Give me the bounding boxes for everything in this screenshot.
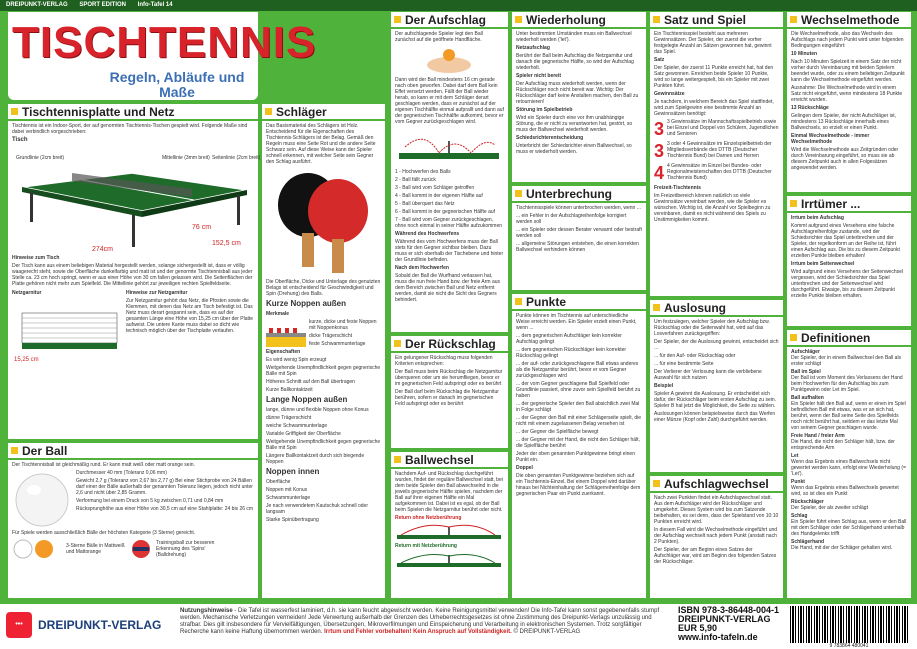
lange-label: dünne Trägerschicht [266,415,312,421]
immer-text: Wird die Wechselmethode aus Zeitgründen oder durch Vereinbarung eingeführt, so muss sie ab diesem Zeitpunkt auch in allen Folgesätzen angewendet werden. [791,147,899,171]
hinweis-netz-title: Hinweise zur Netzgarnitur [126,290,188,296]
edition-label: SPORT EDITION [79,2,127,8]
section-punkte [512,294,646,598]
section-auslosung [650,300,783,472]
def-term: Schlägerhand [791,539,825,545]
def-term: Punkt [791,479,805,485]
training-ball-icon [130,538,152,560]
nach-title: Nach dem Hochwerfen [395,265,449,271]
net-table-edge [22,343,117,349]
min-title: 10 Minuten [791,51,818,57]
immer-title: Einmal Wechselmethode - immer Wechselmethode [791,133,870,145]
bullet-square-icon [11,108,18,115]
aufschlag-text: Dann wird der Ball mindestens 16 cm gerade nach oben geworfen. Dabei darf dem Ball kein Effet versetzt werden. Fällt der Ball wieder herab, so kann er mit dem Schläger derart geschlagen werden, dass er zunächst auf der eigenen Tischhälfte einmal aufprallt und dann auf der gegnerischen Tischhälfte aufkommt, bevor er vom Gegner zurückgeschlagen wird. [395,77,504,125]
ball-spec-3: Verformung bei einem Druck von 5 kg zwischen 0,71 und 0,84 mm [76,498,224,504]
copyright: © DREIPUNKT-VERLAG [513,629,581,635]
def-text: Die Hand, mit der der Schläger gehalten wird. [791,545,893,551]
isbn-block [678,606,779,642]
hoch-title: Während des Hochwerfens [395,231,460,237]
return-ohne-label: Return ohne Netzberührung [395,515,462,521]
def-text: Der Spieler, der in einem Ballwechsel den Ball als erster schlägt [791,355,902,367]
three-star-balls-icon [12,538,62,560]
table-leg [237,195,240,225]
innen-title: Noppen innen [266,467,320,476]
hand-with-ball-icon [395,45,503,75]
kurze-eig-title: Eigenschaften [266,349,301,355]
lange-eig: Variable Griffigkeit der Oberfläche [266,431,341,437]
punkte-item: ... dem gegnerischen Aufschläger kein korrekter Aufschlag gelingt [516,333,622,345]
kurze-label: kurze, dicke und feste Noppen mit Noppenkonus [309,319,377,331]
section-head [512,294,646,311]
bullet-square-icon [790,16,797,23]
def-text: Wenn das Ergebnis eines Ballwechsels nicht gewertet werden kann, erfolgt eine Wiederholung (= 'Let'). [791,459,906,477]
page-subtitle: Regeln, Abläufe und Maße [109,69,245,100]
table-svg [12,145,261,255]
stoer-title: Störung im Spielbetrieb [516,107,573,113]
section-body [8,460,258,562]
section-title: Definitionen [801,330,871,345]
section-head [8,104,258,121]
section-head [650,476,783,493]
section-wechselmethode [787,12,911,192]
ball-spec-2: Gewicht 2,7 g (Toleranz von 2,67 bis 2,77 g) Bei einer Stichprobe von 24 Bällen darf einer der Bälle außerhalb der genannten Toleranz liegen, jedoch nicht unter 2,6 und nicht über 2,85 Gramm. [76,478,253,496]
section-body [512,29,646,159]
nach-text: Sobald der Ball die Wurfhand verlassen hat, muss die nun freie Hand bzw. der freie Arm aus dem Bereich zwischen Ball und Netz entfernt werden, damit sie nicht die Sicht des Gegners behindert. [395,273,501,303]
page-title: TISCHTENNIS [12,18,317,67]
note-text: - Die Tafel ist wasserfest laminiert, d.h. sie kann feucht abgewischt werden. Keine Reinigungsmittel verwenden! Die Info-Tafel kann sonst gegebenenfalls stumpf werden. Mechanische Verletzungen vermeiden! Jede Verwertung außerhalb der Grenzen des Urheberrechtsgesetzes ist ohne Zustimmung des Dreipunkt-Verlags unzulässig und strafbar. Dies gilt insbesondere für Vervielfältigungen, Übersetzungen, Mikroverfilmungen und Einspeicherung und Verarbeitung in elektronischen Systemen. Trotz sorgfältiger Recherche kann keine Haftung übernommen werden. [180,608,660,635]
width-dimension: 152,5 cm [212,240,241,247]
section-aufschlag [391,12,508,332]
barcode [790,606,908,644]
hinweis-tisch-text: Der Tisch kann aus einem beliebigen Material hergestellt werden, solange sichergestellt ist, dass er völlig waagerecht steht, sowie die Oberfläche dunkelfarbig und matt ist und der genormte Tischtennisball aus jeder Stelle ca. 23 cm hoch springt, wenn er aus einer Höhe von 30 cm fallen gelassen wird. Die Seitenflächen der Platte gehören nicht mehr zum Spielfeld. Die Mittellinie gehört zur jeweiligen rechten Spielfeldseite. [12,263,253,287]
section-title: Schläger [276,104,327,119]
auslosung-item: Der Verlierer der Verlosung kann die verbliebene Auswahl für sich nutzen [654,369,762,381]
aufschlag-intro: Der aufschlagende Spieler legt den Ball zunächst auf die geöffnete Handfläche. [395,31,483,43]
publisher-name: DREIPUNKT-VERLAG [678,614,771,624]
wiederholung-intro: Unter bestimmten Umständen muss ein Ballwechsel wiederholt werden ('let'). [516,31,632,43]
section-aufschlagwechsel [650,476,783,598]
kurze-merkmale: Merkmale [266,311,290,317]
section-head [787,12,911,29]
section-rueckschlag [391,336,508,448]
aus-text: Ausnahme: Die Wechselmethode wird in einem Satz nicht eingeführt, wenn mindestens 18 Punkte erreicht wurden. [791,85,903,103]
gew-title: Gewinnsätze [654,91,685,97]
publisher-logo [6,612,166,642]
seitenlinie-label: Seitenlinie (2cm breit) [212,155,261,161]
section-title: Der Rückschlag [405,336,496,351]
frei-text: Im Freizeitbereich können natürlich so viele Gewinnsätze vereinbart werden, wie die Spieler es wünschen. Wichtig ist, die Anzahl vor Spielbeginn zu vereinbaren, damit es nicht während des Spiels zu Unstimmigkeiten kommt. [654,193,771,223]
ball-spec-1: Durchmesser 40 mm (Toleranz 0,06 mm) [76,470,167,476]
nicht-title: Spieler nicht bereit [516,73,562,79]
def-text: Ein Spieler hält den Ball auf, wenn er einen im Spiel befindlichen Ball mit etwas, was er an sich hat, berührt, wenn der Ball seine Seite des Spielfelds noch nicht berührt hat, seitdem er das letzte Mal von seinem Gegner geschlagen wurde. [791,401,906,431]
satz-text: Der Spieler, der zuerst 11 Punkte erreicht hat, hat den Satz gewonnen. Erreichen beide Spieler 10 Punkte, wird so lange weitergespielt, bis ein Spieler mit zwei Punkten führt. [654,65,774,89]
section-title: Wechselmethode [801,12,900,27]
section-head [787,330,911,347]
unterbrechung-intro: Tischtennisspiele können unterbrochen werden, wenn ... [516,205,641,211]
hoch-text: Während des vom Hochwerfens muss der Ball stets für den Gegner sichtbar bleiben. Dazu muss er sich oberhalb der Tischebene und hinter der Grundlinie befinden. [395,239,504,263]
kurze-eig: Weitgehende Unempfindlichkeit gegen gegnerische Bälle mit Spin [266,365,381,377]
irrtum-auf-text: Kommt aufgrund eines Versehens eine falsche Aufschlagreihenfolge zustande, wird der Schiedsrichter das Spiel unterbrechen und der Spieler, der regelkonform an der Reihe ist, führt einen Aufschlag aus. Die bis zu diesem Zeitpunkt erzielten Punkte bleiben erhalten! [791,223,900,259]
belag-intro: Die Oberfläche, Dicke und Unterlage des genutzten Belags ist entscheidend für Geschwindigkeit und Spin (Drehung) des Balls. [266,279,381,297]
paddle-handle [332,239,344,273]
unterbrechung-item: ... allgemeine Störungen entstehen, die einen korrekten Ballwechsel verhindern können [516,241,639,253]
gew-row [654,163,779,183]
punkte-item: ... der Gegner die Spielfläche bewegt [516,429,599,435]
bullet-square-icon [394,456,401,463]
auslosung-outro: Auslosungen können beispielsweise durch das Werfen einer Münze (Kopf oder Zahl) durchgeführt werden. [654,411,776,423]
irrtum-seite-text: Wird aufgrund eines Versehens der Seitenwechsel vergessen, wird der Schiedsrichter das Spiel unterbrechen und der Seitenwechsel wird durchgeführt. Etwaige, bis zu diesem Zeitpunkt erzielte Punkte bleiben erhalten. [791,269,904,299]
ball-variants [12,538,254,560]
section-wiederholung [512,12,646,182]
serve-legend: 5 - Ball überquert das Netz [395,201,455,207]
frei-title: Freizeit-Tischtennis [654,185,701,191]
section-ballwechsel [391,452,508,598]
innen-eig: Starke Spinübertragung [266,517,319,523]
aufschlagwechsel-text: Nach zwei Punkten findet ein Aufschlagwechsel statt. Aus dem Aufschläger wird der Rückschläger und umgekehrt. Dieses System wird bis zum Satzende beibehalten, es sei denn, dass der Spielstand von 10:10 Punkten erreicht wird. [654,495,779,525]
gew-row-text: 4 Gewinnsätze im Einzel bei Bundes- oder Regionalmeisterschaften des DTTB (Deutscher Tischtennis Bund) [667,163,772,181]
paddle-handle [302,233,314,267]
lange-eig: Längere Ballkontaktzeit durch sich biegende Noppen [266,453,365,465]
def-term: Ball im Spiel [791,369,821,375]
grundlinie-label: Grundlinie (2cm breit) [16,155,65,161]
website-link[interactable]: www.info-tafeln.de [678,632,758,642]
def-term: Aufschläger [791,349,820,355]
net-mesh [22,318,117,338]
barcode-number: 9 783864 480041 [790,643,908,649]
section-title: Unterbrechung [526,186,613,201]
satz-title: Satz [654,57,665,63]
wechsel-intro: Die Wechselmethode, also das Wechseln des Aufschlags nach jedem Punkt wird unter folgenden Bedingungen eingeführt: [791,31,904,49]
section-title: Irrtümer ... [801,196,861,211]
serve-legend: 2 - Ball fällt zurück [395,177,436,183]
def-text: Ein Spieler führt einen Schlag aus, wenn er den Ball mit dem Schläger oder der Schlägerhand unterhalb des Handgelenks trifft [791,519,907,537]
footer [0,601,917,648]
hero [8,12,317,100]
aufschlagwechsel-text2: In diesem Fall wird die Wechselmethode eingeführt und der Aufschlag wechselt nach jedem Punkt (anstatt nach 2 Punkten). [654,527,778,545]
stoer-text: Wird ein Spieler durch eine vor ihm unabhängige Störung, die er nicht zu verantworten hat, gestört, so muss der Ballwechsel wiederholt werden. [516,115,633,133]
def-text: Die Hand, die nicht den Schläger hält, bzw. der entsprechende Arm [791,439,895,451]
section-body [512,311,646,501]
bullet-square-icon [394,340,401,347]
bullet-square-icon [515,190,522,197]
kurze-diagram [266,319,381,349]
usage-note [180,608,670,636]
section-title: Punkte [526,294,567,309]
table-leg [30,192,33,222]
length-dimension: 274cm [92,246,114,253]
bullet-square-icon [394,16,401,23]
top-bar [0,0,917,11]
kurze-labels [309,319,381,349]
innen-eig: Je nach verwendetem Kautschuk schnell oder langsam [266,503,369,515]
unterbrechung-item: ... ein Fehler in der Aufschlagreihenfolge korrigiert werden soll [516,213,627,225]
rueckschlag-item: Der Ball darf beim Rückschlag die Netzgarnitur berühren, sofern er danach im gegnerischen Feld aufspringt oder es berührt [395,389,499,407]
publisher-label: DREIPUNKT-VERLAG [6,2,68,8]
tisch-label: Tisch [12,137,28,143]
section-ball [8,443,258,598]
lange-title: Lange Noppen außen [266,395,348,404]
ball-footer: Für Spiele werden ausschließlich Bälle der höchsten Kategorie (3 Sterne) gereicht. [12,530,196,536]
ball-icon [12,470,72,530]
def-term: Ball aufhalten [791,395,824,401]
gew-number: 4 [654,163,665,183]
auslosung-item: Der Spieler, der die Auslosung gewinnt, entscheidet sich ... [654,339,779,351]
min-text: Nach 10 Minuten Spielzeit in einem Satz der nicht vorher durch Vereinbarung mit beiden Spielern beendet wurde, oder zu einem beliebigen Zeitpunkt kann die Wechselmethode eingeführt werden. [791,59,905,83]
lange-label: lange, dünne und flexible Noppen ohne Konus [266,407,369,413]
serve-legend: 6 - Ball kommt in der gegnerischen Hälfte auf [395,209,496,215]
punkte-item: ... der vom Gegner geschlagene Ball Spielfeld oder Grundlinie passiert, ohne zuvor sein Spielfeld berührt zu haben [516,381,641,399]
ball-intro: Der Tischtennisball ist gleichmäßig rund. Er kann matt weiß oder matt orange sein. [12,462,195,468]
hinweis-netz-text: Zur Netzgarnitur gehört das Netz, die Pfosten sowie die Klemmen, mit denen das Netz am Tisch befestigt ist. Das Netz muss derart gespannt sein, dass es auf der gesamten Länge eine Höhe von 15,25 cm über der Platte aufweist. Die untere Kante muss dabei so dicht wie technisch möglich über der Tischplatte verlaufen. [126,298,254,334]
rueckschlag-item: Der Ball muss beim Rückschlag die Netzgarnitur überqueren oder um sie herumfliegen, bevor er im gegnerischen Feld aufspringt oder es berührt [395,369,503,387]
section-body [391,353,508,411]
return-mit-diagram [395,551,503,569]
serve-legend: 3 - Ball wird vom Schläger getroffen [395,185,475,191]
section-unterbrechung [512,186,646,290]
auslosung-intro: Um festzulegen, welcher Spieler den Aufschlag bzw. Rückschlag oder die Seitenwahl hat, wird auf das Losverfahren zurückgegriffen: [654,319,770,337]
irrtum-seite-title: Irrtum beim Seitenwechsel [791,261,855,267]
gew-row [654,141,779,161]
section-head [650,12,783,29]
def-term: Rückschläger [791,499,824,505]
bsp-title: Beispiel [654,383,674,389]
serve-legend: 7 - Ball wird vom Gegner zurückgeschlagen, ohne noch einmal in seiner Hälfte aufzukommen [395,217,503,229]
kurze-eig: Höheres Schnitt auf den Ball übertragen [266,379,355,385]
kurze-label: dicke Trägerschicht [309,333,353,339]
kurze-label: feste Schwammunterlage [309,341,366,347]
stars-caption: 3-Sterne Bälle in Mattweiß und Mattorange [66,543,125,555]
ball-spec-4: Rücksprunghöhe aus einer Höhe von 30,5 cm auf eine Stahlplatte: 24 bis 26 cm [76,506,254,512]
netz-title: Netzaufschlag [516,45,550,51]
bullet-square-icon [790,334,797,341]
section-title: Ballwechsel [405,452,474,467]
section-head [391,12,508,29]
section-head [650,300,783,317]
section-head [391,336,508,353]
section-head [262,104,385,121]
r13-title: 13 Rückschläge [791,105,829,111]
kurze-noppen-icon [266,319,306,349]
def-text: Der Spieler, der als zweiter schlägt [791,505,868,511]
net-row [12,290,254,380]
bullet-square-icon [515,298,522,305]
serve-diagram [395,127,503,167]
gew-number: 3 [654,141,665,161]
section-head [391,452,508,469]
doppel-text: Die oben genannten Punktgewinne beziehen sich auf ein Tischtennis-Einzel. Bei einem Doppel wird darüber hinaus bei Nichteinhaltung der Schlägerreihenfolge dem gegnerischen Paar ein Punkt zuerkannt. [516,473,641,497]
training-caption: Trainingsball zur besseren Erkennung des 'Spins' (Balldrehung) [156,540,215,558]
section-body [262,121,385,527]
def-text: Wenn das Ergebnis eines Ballwechsels gewertet wird, so ist dies ein Punkt [791,485,899,497]
punkte-item: ... dem gegnerischen Rückschläger kein korrekter Rückschlag gelingt [516,347,627,359]
punkte-item: ... der Gegner mit der Hand, die nicht den Schläger hält, die Spielfläche berührt [516,437,640,449]
sheet-label: Info-Tafel 14 [137,2,173,8]
net-notes [126,290,254,380]
punkte-item: ... der auf- oder zurückgeschlagene Ball etwas anderes als die Netzgarnitur berührt, bevor er vom Gegner zurückgeschlagen wird [516,361,639,379]
innen-label: Oberfläche [266,479,291,485]
return-ohne-diagram [395,523,503,541]
unterbrechung-item: ... ein Spieler oder dessen Berater verwarnt oder bestraft werden soll [516,227,642,239]
punkte-intro: Punkte können im Tischtennis auf unterschiedliche Weise erreicht werden. Ein Spieler erzielt einen Punkt, wenn ... [516,313,637,331]
auslosung-item: ... für den Auf- oder Rückschlag oder [654,353,736,359]
table-leg [132,215,135,247]
section-title: Der Aufschlag [405,12,486,27]
height-dimension: 76 cm [192,224,212,231]
table-top [22,173,247,211]
logo-text: DREIPUNKT-VERLAG [38,618,162,632]
section-body [787,347,911,555]
punkte-item: ... der gegnerische Spieler den Ball absichtlich zwei Mal in Folge schlägt [516,401,640,413]
bullet-square-icon [653,304,660,311]
return-mit-label: Return mit Netzberührung [395,543,457,549]
netz-text: Berührt der Ball beim Aufschlag die Netzgarnitur und danach die gegnerische Hälfte, so wird der Aufschlag wiederholt. [516,53,634,71]
table-illustration [12,145,261,255]
bullet-square-icon [653,480,660,487]
kurze-eig: Kurze Ballkontaktzeit [266,387,313,393]
gew-row-text: 3 Gewinnsätze im Mannschaftsspielbetrieb sowie bei Einzel und Doppel von Schülern, Jugendlichen und Senioren [667,119,779,137]
section-title: Wiederholung [526,12,606,27]
isbn: ISBN 978-3-86448-004-1 [678,605,780,615]
mittellinie-label: Mittellinie (3mm breit) [162,155,210,161]
section-definitionen [787,330,911,598]
bullet-square-icon [11,447,18,454]
section-body [650,29,783,227]
section-platte [8,104,261,439]
net-illustration [12,290,122,380]
section-irrtuemer [787,196,911,326]
bullet-square-icon [265,108,272,115]
auslosung-item: ... für eine bestimmte Seite [654,361,714,367]
bullet-square-icon [653,16,660,23]
def-term: Let [791,453,799,459]
gew-row [654,119,779,139]
r13-text: Gelingen dem Spieler, der nicht Aufschläger ist, mindestens 13 Rückschläge innerhalb eines Ballwechsels, so erzielt er einen Punkt. [791,113,897,131]
section-body [8,121,261,382]
price: EUR 5,90 [678,623,718,633]
bullet-square-icon [790,200,797,207]
section-head [8,443,258,460]
section-body [512,203,646,257]
hinweis-tisch-title: Hinweise zum Tisch [12,255,60,261]
section-title: Aufschlagwechsel [664,476,769,491]
section-body [650,493,783,569]
section-schlaeger [262,104,385,598]
innen-label: Noppen mit Konus [266,487,308,493]
platte-intro: Tischtennis ist ein Indoor-Sport, der auf genormten Tischtennis-Tischen gespielt wird. Folgende Maße sind dabei verbindlich vorgeschrieben: [12,123,248,135]
paddles-svg [266,167,381,277]
rueckschlag-intro: Ein gelungener Rückschlag muss folgenden Kriterien entsprechen: [395,355,493,367]
ball-spec-row [12,470,254,530]
satz-intro: Ein Tischtennisspiel besteht aus mehreren Gewinnsätzen. Der Spieler, der zuerst die vorher festgelegte Anzahl an Sätzen gewonnen hat, gewinnt das Spiel. [654,31,772,55]
serve-legend: 1 - Hochwerfen des Balls [395,169,451,175]
red-paddle-icon [308,179,368,243]
section-title: Tischtennisplatte und Netz [22,104,175,119]
netz-label: Netzgarnitur [12,290,42,296]
lange-label: weiche Schwammunterlage [266,423,328,429]
schlaeger-intro: Das Basismaterial des Schlägers ist Holz. Entscheidend für die Eigenschaften des Tischtennis-Schlägers ist der Belag. Gemäß den Regeln muss eine Seite Rot und die andere Seite Schwarz sein. Auf diese Weise kann der Spieler schnell erkennen, mit welcher Seite sein Gegner den Schlag ausführt. [266,123,376,165]
section-title: Der Ball [22,443,68,458]
section-title: Satz und Spiel [664,12,747,27]
gew-number: 3 [654,119,665,139]
net-height-dimension: 15,25 cm [14,357,39,363]
dreipunkt-logo-icon: ••• [6,612,32,638]
net-svg [12,298,122,378]
def-term: Schlag [791,513,808,519]
note-warning: Irrtum und Fehler vorbehalten! Kein Anspruch auf Vollständigkeit. [324,629,512,635]
section-body [391,469,508,573]
irrtum-auf-title: Irrtum beim Aufschlag [791,215,844,221]
section-head [787,196,911,213]
schied-text: Unterbricht der Schiedsrichter einen Ballwechsel, so muss er wiederholt werden. [516,143,632,155]
section-head [512,12,646,29]
section-body [787,213,911,303]
kurze-title: Kurze Noppen außen [266,299,347,308]
section-satz [650,12,783,296]
ballwechsel-text: Nachdem Auf- und Rückschlag durchgeführt wurden, findet der reguläre Ballwechsel statt, bei dem beide Spieler den Ball abwechselnd in die jeweils gegnerische Hälfte spielen, nachdem der Ball auf ihrer eigenen Hälfte ein Mal aufgekommen ist. Dabei ist es egal, ob der Ball beim Spielen die Netzgarnitur berührt oder nicht. [395,471,503,513]
gew-text: Je nachdem, in welchem Bereich das Spiel stattfindet, wird zum Spielgewinn eine bestimmte Anzahl an Gewinnsätzen benötigt: [654,99,774,117]
def-term: Freie Hand / freier Arm [791,433,845,439]
schied-title: Schiedsrichterentscheidung [516,135,584,141]
section-body [787,29,911,175]
section-body [650,317,783,427]
def-text: Der Ball ist vom Moment des Verlassens der Hand beim Hochwerfen für den Aufschlag bis zum Punktgewinn oder Let im Spiel. [791,375,903,393]
ball-specs [76,470,254,530]
aufschlagwechsel-text3: Der Spieler, der am Beginn eines Satzes der Aufschläger war, wird am Beginn des folgenden Satzes der Rückschläger. [654,547,777,565]
section-title: Auslosung [664,300,726,315]
note-head: Nutzungshinweise [180,608,233,614]
serve-legend: 4 - Ball kommt in der eigenen Hälfte auf [395,193,483,199]
doppel-title: Doppel [516,465,533,471]
punkte-footer: Jeder der oben genannten Punktgewinne bringt einen Punkt ein. [516,451,635,463]
gew-row-text: 3 oder 4 Gewinnsätze im Einzelspielbetrieb der Mitgliedsverbände des DTTB (Deutscher Tischtennis Bund) bei Damen und Herren [667,141,772,159]
lange-eig: Weitgehende Unempfindlichkeit gegen gegnerische Bälle mit Spin [266,439,381,451]
bsp-text: Spieler A gewinnt die Auslosung. Er entscheidet sich dafür, der Rückschläger beim ersten Aufschlag zu sein. Spieler B hat jetzt die Möglichkeit, die Seite zu wählen. [654,391,777,409]
innen-label: Schwammunterlage [266,495,311,501]
kurze-eig: Es wird wenig Spin erzeugt [266,357,327,363]
bullet-square-icon [515,16,522,23]
section-head [512,186,646,203]
section-body [391,29,508,307]
punkte-item: ... der Gegner den Ball mit einer Schlägerseite spielt, die nicht mit einem zugelassenen Belag versehen ist [516,415,642,427]
nicht-text: Der Aufschlag muss wiederholt werden, wenn der Rückschläger noch nicht bereit war. Wichtig: Der Rückschläger darf keine Anstalten machen, den Ball zu retournieren! [516,81,639,105]
